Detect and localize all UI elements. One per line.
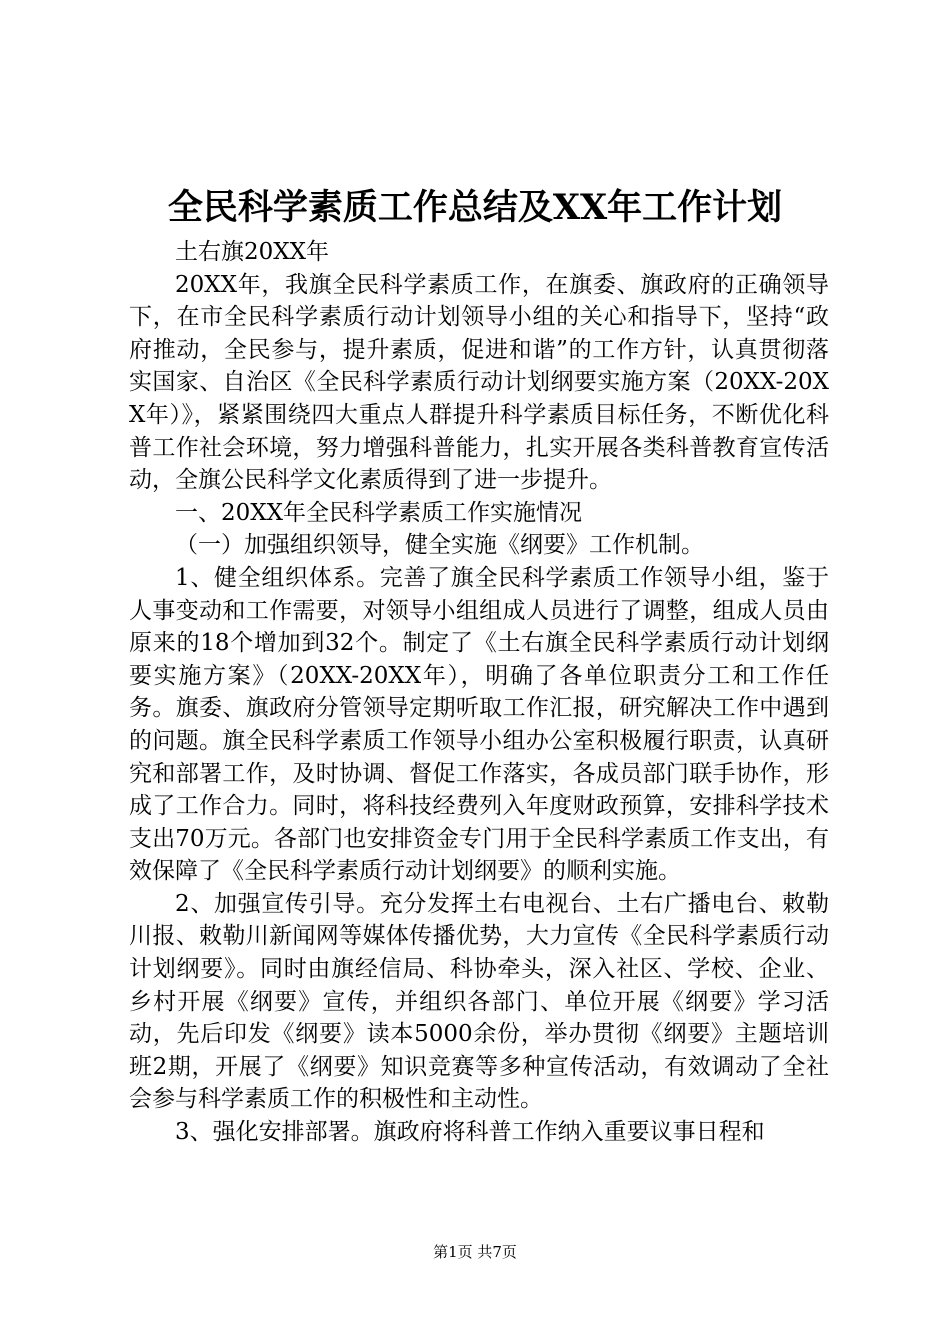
page-footer: 第1页 共7页	[433, 1243, 517, 1261]
paragraph: 2、加强宣传引导。充分发挥土右电视台、土右广播电台、敕勒川报、敕勒川新闻网等媒体传播优势，大力宣传《全民科学素质行动计划纲要》。同时由旗经信局、科协牵头，深入社区、学校、企业、乡村开展《纲要》宣传，并组织各部门、单位开展《纲要》学习活动，先后印发《纲要》读本5000余份，举办贯彻《纲要》主题培训班2期，开展了《纲要》知识竞赛等多种宣传活动，有效调动了全社会参与科学素质工作的积极性和主动性。	[129, 890, 829, 1113]
subsection-heading: （一）加强组织领导，健全实施《纲要》工作机制。	[175, 532, 704, 559]
paragraph-subtitle: 土右旗20XX年	[175, 239, 330, 265]
document-title: 全民科学素质工作总结及XX年工作计划	[167, 187, 783, 228]
paragraph: 3、强化安排部署。旗政府将科普工作纳入重要议事日程和	[175, 1119, 765, 1146]
section-heading: 一、20XX年全民科学素质工作实施情况	[175, 499, 583, 526]
document-body	[129, 236, 829, 1149]
paragraph: 20XX年，我旗全民科学素质工作，在旗委、旗政府的正确领导下，在市全民科学素质行动计划领导小组的关心和指导下，坚持“政府推动，全民参与，提升素质，促进和谐”的工作方针，认真贯彻落实国家、自治区《全民科学素质行动计划纲要实施方案（20XX-20XX年）》，紧紧围绕四大重点人群提升科学素质目标任务，不断优化科普工作社会环境，努力增强科普能力，扎实开展各类科普教育宣传活动，全旗公民科学文化素质得到了进一步提升。	[129, 271, 829, 494]
paragraph: 1、健全组织体系。完善了旗全民科学素质工作领导小组，鉴于人事变动和工作需要，对领导小组组成人员进行了调整，组成人员由原来的18个增加到32个。制定了《土右旗全民科学素质行动计划纲要实施方案》（20XX-20XX年），明确了各单位职责分工和工作任务。旗委、旗政府分管领导定期听取工作汇报，研究解决工作中遇到的问题。旗全民科学素质工作领导小组办公室积极履行职责，认真研究和部署工作，及时协调、督促工作落实，各成员部门联手协作，形成了工作合力。同时，将科技经费列入年度财政预算，安排科学技术支出70万元。各部门也安排资金专门用于全民科学素质工作支出，有效保障了《全民科学素质行动计划纲要》的顺利实施。	[129, 564, 829, 885]
